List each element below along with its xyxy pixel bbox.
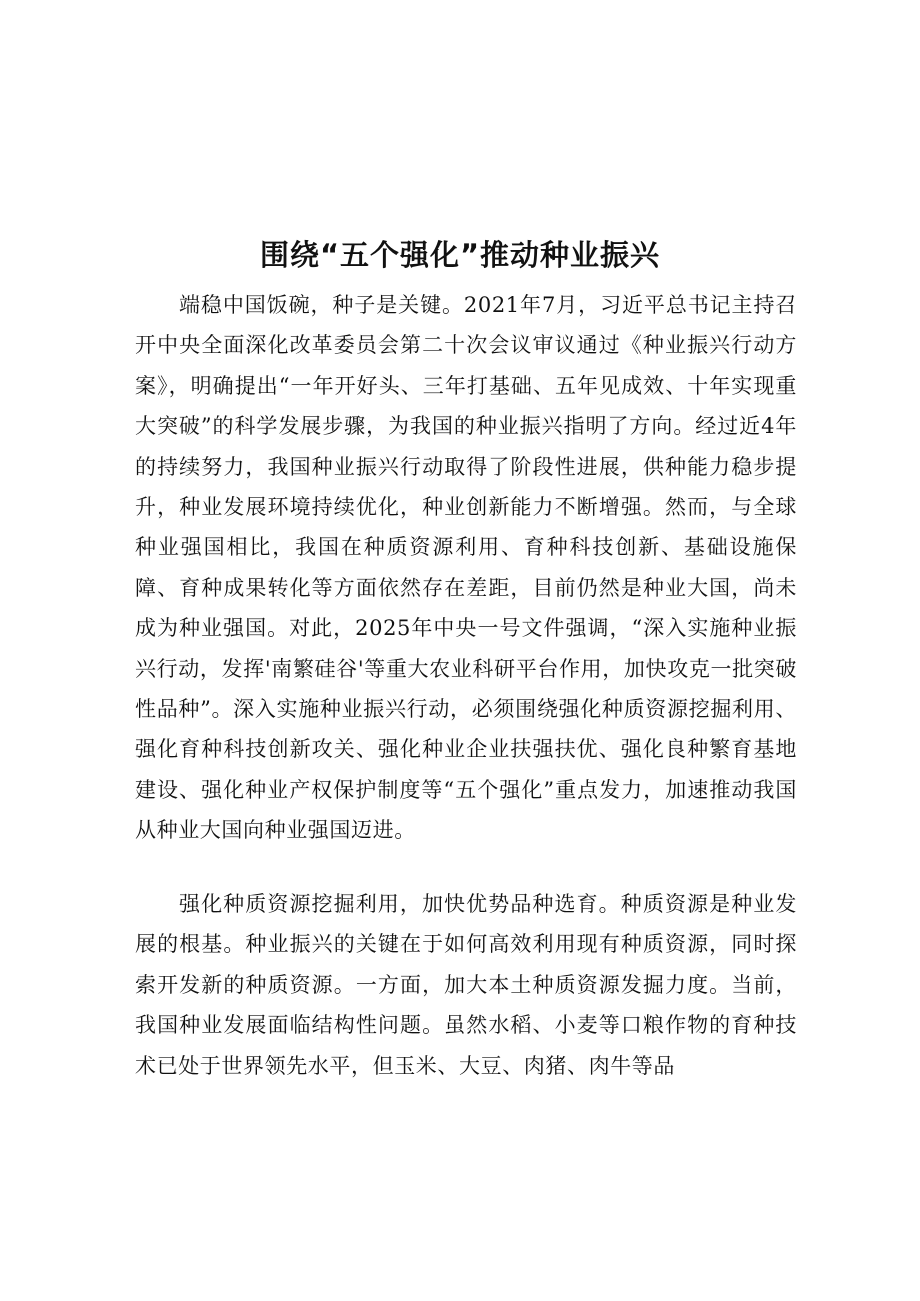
document-title: 围绕“五个强化”推动种业振兴 <box>259 238 661 272</box>
paragraph-1: 端稳中国饭碗，种子是关键。2021年7月，习近平总书记主持召开中央全面深化改革委员会第二十次会议审议通过《种业振兴行动方案》，明确提出“一年开好头、三年打基础、五年见成效、十年实现重大突破”的科学发展步骤，为我国的种业振兴指明了方向。经过近4年的持续努力，我国种业振兴行动取得了阶段性进展，供种能力稳步提升，种业发展环境持续优化，种业创新能力不断增强。然而，与全球种业强国相比，我国在种质资源利用、育种科技创新、基础设施保障、育种成果转化等方面依然存在差距，目前仍然是种业大国，尚未成为种业强国。对此，2025年中央一号文件强调，“深入实施种业振兴行动，发挥'南繁硅谷'等重大农业科研平台作用，加快攻克一批突破性品种”。深入实施种业振兴行动，必须围绕强化种质资源挖掘利用、强化育种科技创新攻关、强化种业企业扶强扶优、强化良种繁育基地建设、强化种业产权保护制度等“五个强化”重点发力，加速推动我国从种业大国向种业强国迈进。 <box>135 293 797 843</box>
paragraph-2: 强化种质资源挖掘利用，加快优势品种选育。种质资源是种业发展的根基。种业振兴的关键在于如何高效利用现有种质资源，同时探索开发新的种质资源。一方面，加大本土种质资源发掘力度。当前，我国种业发展面临结构性问题。虽然水稻、小麦等口粮作物的育种技术已处于世界领先水平，但玉米、大豆、肉猪、肉牛等品 <box>135 892 797 1078</box>
